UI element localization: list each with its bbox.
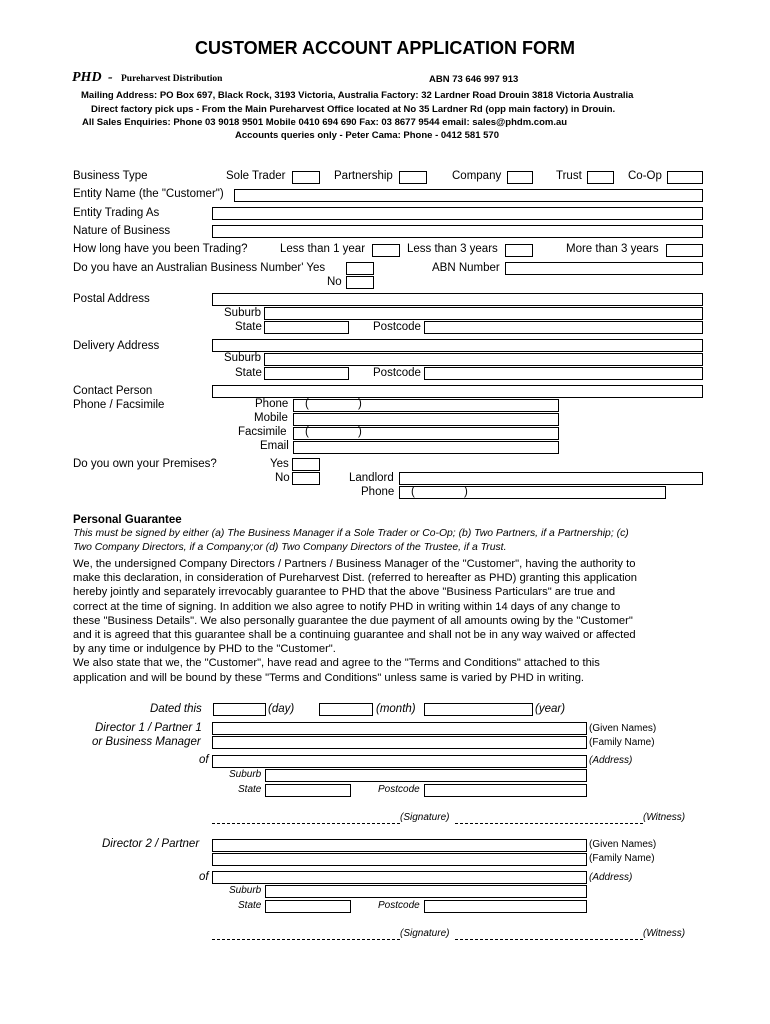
director-1-state-label: State: [238, 784, 262, 795]
director-2-signature-line[interactable]: [212, 939, 400, 940]
director-2-of-label: of: [199, 871, 209, 883]
postal-address-label: Postal Address: [73, 293, 150, 305]
postal-address-field[interactable]: [212, 293, 703, 306]
year-label: (year): [535, 703, 566, 715]
nature-business-field[interactable]: [212, 225, 703, 238]
phone-area-open: (: [305, 398, 309, 410]
premises-question-label: Do you own your Premises?: [73, 458, 217, 470]
director-1-signature-line[interactable]: [212, 823, 400, 824]
director-1-suburb-field[interactable]: [265, 769, 587, 782]
director-1-family-name-field[interactable]: [212, 736, 587, 749]
director-2-address-field[interactable]: [212, 871, 587, 884]
phone-facsimile-label: Phone / Facsimile: [73, 399, 165, 411]
more-3-years-label: More than 3 years: [566, 243, 659, 255]
contact-mobile-field[interactable]: [293, 413, 559, 426]
partnership-label: Partnership: [334, 170, 393, 182]
contact-phone-label: Phone: [255, 398, 289, 410]
day-label: (day): [268, 703, 295, 715]
guarantee-line: by any time or indulgence by PHD to the "Customer".: [73, 643, 336, 656]
director-1-label-b: or Business Manager: [92, 736, 201, 748]
director-2-suburb-label: Suburb: [229, 885, 262, 896]
guarantee-line: We also state that we, the "Customer", have read and agree to the "Terms and Conditions" attached to this: [73, 657, 600, 670]
coop-label: Co-Op: [628, 170, 662, 182]
fax-area-close: ): [358, 426, 362, 438]
landlord-field[interactable]: [399, 472, 703, 485]
fax-area-open: (: [305, 426, 309, 438]
postal-postcode-field[interactable]: [424, 321, 703, 334]
postal-suburb-field[interactable]: [264, 307, 703, 320]
abn-yes-checkbox[interactable]: [346, 262, 374, 275]
director-1-witness-label: (Witness): [643, 812, 686, 823]
less-3-years-label: Less than 3 years: [407, 243, 498, 255]
contact-person-field[interactable]: [212, 385, 703, 398]
director-2-signature-label: (Signature): [400, 928, 450, 939]
month-field[interactable]: [319, 703, 373, 716]
sole-trader-checkbox[interactable]: [292, 171, 320, 184]
company-checkbox[interactable]: [507, 171, 533, 184]
sole-trader-label: Sole Trader: [226, 170, 286, 182]
landlord-area-open: (: [411, 486, 415, 498]
abn-question-label: Do you have an Australian Business Number' Yes: [73, 262, 326, 274]
nature-business-label: Nature of Business: [73, 225, 171, 237]
premises-yes-checkbox[interactable]: [292, 458, 320, 471]
director-2-label: Director 2 / Partner: [102, 838, 200, 850]
landlord-phone-field[interactable]: [399, 486, 666, 499]
guarantee-note-line-2: Two Company Directors, if a Company;or (d) Two Company Directors of the Trustee, if a Trust.: [73, 542, 507, 553]
postal-state-label: State: [235, 321, 262, 333]
director-1-address-field[interactable]: [212, 755, 587, 768]
delivery-address-field[interactable]: [212, 339, 703, 352]
entity-name-label: Entity Name (the "Customer"): [73, 188, 224, 200]
guarantee-line: application and will be bound by these "Terms and Conditions" unless same is varied by PHD in writing.: [73, 671, 585, 684]
contact-facsimile-label: Facsimile: [238, 426, 287, 438]
director-2-postcode-field[interactable]: [424, 900, 587, 913]
logo-separator: -: [108, 70, 113, 85]
abn-no-label: No: [327, 276, 342, 288]
premises-yes-label: Yes: [270, 458, 289, 470]
delivery-suburb-field[interactable]: [264, 353, 703, 366]
entity-trading-label: Entity Trading As: [73, 207, 160, 219]
sales-enquiries-line: All Sales Enquiries: Phone 03 9018 9501 Mobile 0410 694 690 Fax: 03 8677 9544 email: sales@phdm.com.au: [82, 117, 568, 128]
guarantee-line: We, the undersigned Company Directors / Partners / Business Manager of the "Customer", having the authority to: [73, 558, 636, 570]
month-label: (month): [376, 703, 416, 715]
landlord-label: Landlord: [349, 472, 394, 484]
day-field[interactable]: [213, 703, 266, 716]
director-2-state-label: State: [238, 900, 262, 911]
delivery-postcode-label: Postcode: [373, 367, 421, 379]
director-1-label: Director 1 / Partner 1: [95, 722, 202, 734]
how-long-trading-label: How long have you been Trading?: [73, 243, 248, 255]
director-1-given-names-label: (Given Names): [589, 723, 657, 734]
trust-checkbox[interactable]: [587, 171, 614, 184]
contact-mobile-label: Mobile: [254, 412, 288, 424]
landlord-area-close: ): [464, 486, 468, 498]
contact-email-label: Email: [260, 440, 289, 452]
less-3-years-checkbox[interactable]: [505, 244, 533, 257]
entity-name-field[interactable]: [234, 189, 703, 202]
company-label: Company: [452, 170, 502, 182]
director-1-witness-line[interactable]: [455, 823, 643, 824]
delivery-address-label: Delivery Address: [73, 340, 160, 352]
director-1-postcode-field[interactable]: [424, 784, 587, 797]
contact-facsimile-field[interactable]: [293, 427, 559, 440]
guarantee-paragraph: [73, 557, 637, 685]
landlord-phone-label: Phone: [361, 486, 395, 498]
guarantee-line: make this declaration, in consideration of Pureharvest Dist. (referred to hereafter as PHD) granting this application: [73, 572, 638, 585]
delivery-state-label: State: [235, 367, 262, 379]
director-2-postcode-label: Postcode: [378, 900, 420, 911]
abn-number-label: ABN Number: [432, 262, 500, 274]
phd-logo: PHD: [72, 70, 102, 85]
guarantee-note-line-1: This must be signed by either (a) The Business Manager if a Sole Trader or Co-Op; (b) Two Partners, if a Partnership; (c): [73, 528, 629, 539]
guarantee-line: correct at the time of signing. In addition we also agree to notify PHD in writing within 14 days of any change to: [73, 600, 621, 613]
contact-person-label: Contact Person: [73, 385, 153, 397]
director-2-family-name-label: (Family Name): [589, 853, 655, 864]
abn-no-checkbox[interactable]: [346, 276, 374, 289]
director-1-postcode-label: Postcode: [378, 784, 420, 795]
director-2-given-names-field[interactable]: [212, 839, 587, 852]
mailing-address-line: Mailing Address: PO Box 697, Black Rock, 3193 Victoria, Australia Factory: 32 Lardner Road Drouin 3818 Victoria Australia: [81, 90, 634, 101]
director-2-witness-line[interactable]: [455, 939, 643, 940]
postal-suburb-label: Suburb: [224, 307, 262, 319]
contact-email-field[interactable]: [293, 441, 559, 454]
delivery-postcode-field[interactable]: [424, 367, 703, 380]
director-1-state-field[interactable]: [265, 784, 351, 797]
director-2-family-name-field[interactable]: [212, 853, 587, 866]
phone-area-close: ): [358, 398, 362, 410]
guarantee-line: these "Business Details". We also personally guarantee the due payment of all amounts owing by the "Customer": [73, 614, 633, 627]
entity-trading-field[interactable]: [212, 207, 703, 220]
guarantee-line: and it is agreed that this guarantee shall be a continuing guarantee and shall not be in any way waived or affected: [73, 629, 636, 642]
director-2-state-field[interactable]: [265, 900, 351, 913]
business-type-label: Business Type: [73, 170, 148, 182]
less-1-year-checkbox[interactable]: [372, 244, 400, 257]
director-1-suburb-label: Suburb: [229, 769, 262, 780]
director-1-address-label: (Address): [589, 755, 633, 766]
dated-this-label: Dated this: [150, 703, 202, 715]
delivery-suburb-label: Suburb: [224, 352, 262, 364]
director-1-family-name-label: (Family Name): [589, 737, 655, 748]
year-field[interactable]: [424, 703, 533, 716]
pickup-line: Direct factory pick ups - From the Main Pureharvest Office located at No 35 Lardner Rd (opp main factory) in Drouin.: [91, 104, 616, 115]
company-name: Pureharvest Distribution: [121, 74, 223, 84]
director-1-signature-label: (Signature): [400, 812, 450, 823]
accounts-queries-line: Accounts queries only - Peter Cama: Phone - 0412 581 570: [235, 130, 499, 141]
delivery-state-field[interactable]: [264, 367, 349, 380]
coop-checkbox[interactable]: [667, 171, 703, 184]
form-title: CUSTOMER ACCOUNT APPLICATION FORM: [195, 38, 575, 58]
postal-postcode-label: Postcode: [373, 321, 421, 333]
more-3-years-checkbox[interactable]: [666, 244, 703, 257]
contact-phone-field[interactable]: [293, 399, 559, 412]
director-2-given-names-label: (Given Names): [589, 839, 657, 850]
trust-label: Trust: [556, 170, 582, 182]
postal-state-field[interactable]: [264, 321, 349, 334]
director-1-given-names-field[interactable]: [212, 722, 587, 735]
premises-no-label: No: [275, 472, 290, 484]
guarantee-heading: Personal Guarantee: [73, 514, 182, 526]
company-abn: ABN 73 646 997 913: [429, 74, 519, 85]
less-1-year-label: Less than 1 year: [280, 243, 366, 255]
director-2-address-label: (Address): [589, 872, 633, 883]
abn-number-field[interactable]: [505, 262, 703, 275]
director-1-of-label: of: [199, 754, 209, 766]
director-2-witness-label: (Witness): [643, 928, 686, 939]
guarantee-line: hereby jointly and separately irrevocably guarantee to PHD that the above "Business Particulars" are true and: [73, 586, 616, 599]
director-2-suburb-field[interactable]: [265, 885, 587, 898]
partnership-checkbox[interactable]: [399, 171, 427, 184]
premises-no-checkbox[interactable]: [292, 472, 320, 485]
